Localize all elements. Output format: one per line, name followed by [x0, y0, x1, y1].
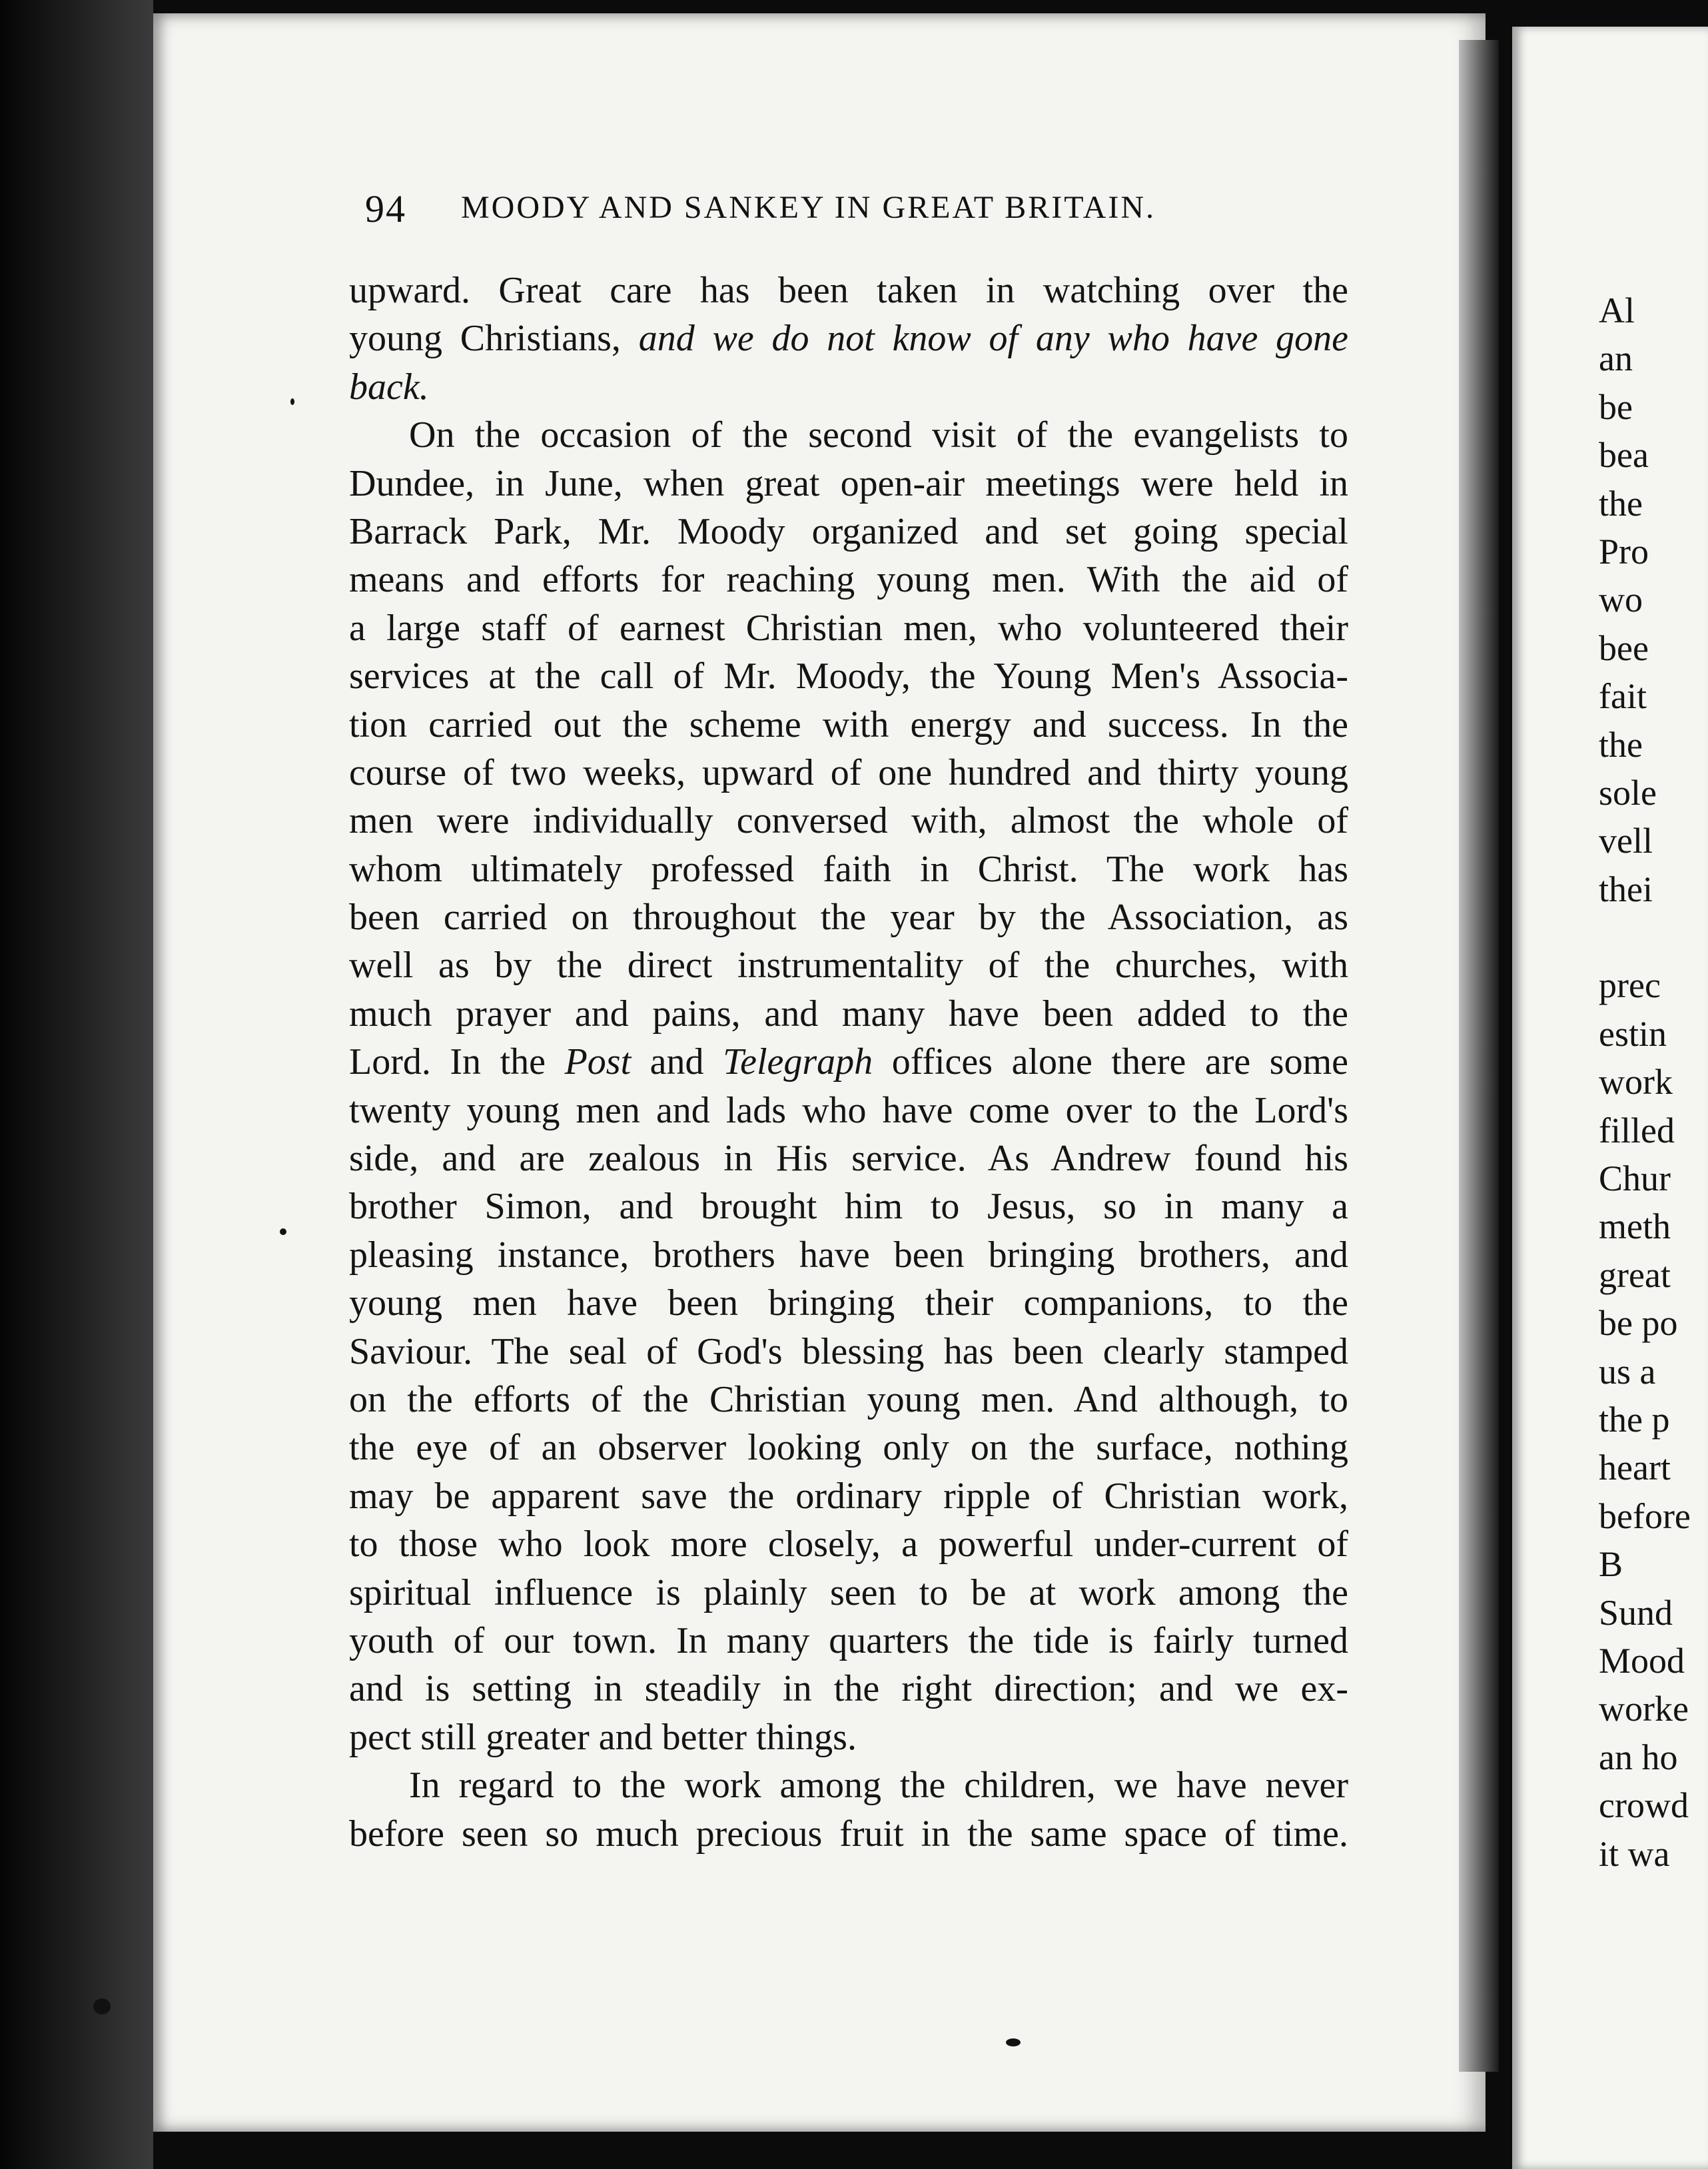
- paragraph-3: [349, 1761, 1348, 1858]
- text-line: and is setting in steadily in the right direction; and we ex-: [349, 1668, 1348, 1710]
- fragment-line: Pro: [1599, 531, 1649, 572]
- paragraph-2: [349, 411, 1348, 1761]
- text-line: Barrack Park, Mr. Moody organized and set going special: [349, 510, 1348, 552]
- fragment-line: Chur: [1599, 1158, 1671, 1199]
- running-title: MOODY AND SANKEY IN GREAT BRITAIN.: [461, 190, 1156, 225]
- text-line: on the efforts of the Christian young men. And although, to: [349, 1378, 1348, 1420]
- text-line: the eye of an observer looking only on the surface, nothing: [349, 1427, 1348, 1469]
- text-line: a large staff of earnest Christian men, who volunteered their: [349, 607, 1348, 649]
- text-line: pect still greater and better things.: [349, 1716, 857, 1758]
- book-spine-shadow: [0, 0, 153, 2169]
- page-gutter: [1459, 40, 1499, 2072]
- paragraph-1: [349, 266, 1348, 411]
- fragment-line: Al: [1599, 290, 1635, 330]
- fragment-line: the: [1599, 483, 1643, 524]
- running-header: [365, 187, 1338, 240]
- fragment-line: B: [1599, 1544, 1623, 1585]
- fragment-line: Sund: [1599, 1592, 1673, 1633]
- fragment-line: it wa: [1599, 1833, 1670, 1874]
- fragment-line: an ho: [1599, 1737, 1678, 1777]
- text-line: young Christians, and we do not know of any who have gone: [349, 318, 1348, 360]
- text-line: Dundee, in June, when great open-air meetings were held in: [349, 462, 1348, 504]
- text-line: to those who look more closely, a powerful under-current of: [349, 1523, 1348, 1565]
- fragment-line: be po: [1599, 1303, 1678, 1344]
- text-line: upward. Great care has been taken in watching over the: [349, 270, 1348, 311]
- scan-speck: [93, 1998, 111, 2014]
- text-line: before seen so much precious fruit in the same space of time.: [349, 1813, 1348, 1855]
- fragment-line: fait: [1599, 676, 1647, 717]
- fragment-line: heart: [1599, 1448, 1671, 1488]
- fragment-line: Mood: [1599, 1640, 1685, 1681]
- text-line: Lord. In the Post and Telegraph offices alone there are some: [349, 1041, 1348, 1083]
- fragment-line: sole: [1599, 772, 1657, 813]
- text-line: brother Simon, and brought him to Jesus, so in many a: [349, 1186, 1348, 1228]
- fragment-line: the: [1599, 724, 1643, 765]
- fragment-line: bee: [1599, 628, 1649, 668]
- text-line: pleasing instance, brothers have been bringing brothers, and: [349, 1234, 1348, 1276]
- text-line: men were individually conversed with, almost the whole of: [349, 800, 1348, 842]
- fragment-line: crowd: [1599, 1785, 1689, 1826]
- scan-speck: [290, 398, 294, 405]
- fragment-line: wo: [1599, 580, 1643, 620]
- text-line: whom ultimately professed faith in Christ. The work has: [349, 848, 1348, 890]
- text-line: much prayer and pains, and many have been added to the: [349, 993, 1348, 1035]
- fragment-line: meth: [1599, 1206, 1671, 1247]
- page-body-text: [349, 266, 1348, 1858]
- right-page-text-fragments: [1599, 286, 1708, 1878]
- fragment-line: vell: [1599, 821, 1653, 861]
- text-line: tion carried out the scheme with energy and success. In the: [349, 703, 1348, 745]
- text-line: spiritual influence is plainly seen to be at work among the: [349, 1571, 1348, 1613]
- text-line: side, and are zealous in His service. As Andrew found his: [349, 1138, 1348, 1180]
- page-number: 94: [365, 187, 406, 230]
- fragment-line: before: [1599, 1496, 1691, 1536]
- text-line: been carried on throughout the year by the Association, as: [349, 897, 1348, 939]
- scan-speck: [280, 1228, 286, 1235]
- text-line: Saviour. The seal of God's blessing has been clearly stamped: [349, 1330, 1348, 1372]
- fragment-line: bea: [1599, 435, 1649, 476]
- text-line: may be apparent save the ordinary ripple of Christian work,: [349, 1475, 1348, 1517]
- fragment-line: us a: [1599, 1351, 1656, 1392]
- fragment-line: great: [1599, 1254, 1671, 1295]
- fragment-line: estin: [1599, 1013, 1667, 1054]
- text-line: means and efforts for reaching young men. With the aid of: [349, 559, 1348, 601]
- text-line: services at the call of Mr. Moody, the Young Men's Associa-: [349, 655, 1348, 697]
- fragment-line: prec: [1599, 965, 1661, 1006]
- fragment-line: worke: [1599, 1689, 1689, 1729]
- text-line: back.: [349, 366, 429, 408]
- fragment-line: an: [1599, 338, 1633, 379]
- text-line: In regard to the work among the children, we have never: [409, 1765, 1348, 1807]
- fragment-line: be: [1599, 386, 1633, 427]
- fragment-line: work: [1599, 1062, 1673, 1102]
- text-line: twenty young men and lads who have come over to the Lord's: [349, 1089, 1348, 1131]
- text-line: young men have been bringing their companions, to the: [349, 1282, 1348, 1324]
- text-line: On the occasion of the second visit of the evangelists to: [409, 414, 1348, 456]
- text-line: course of two weeks, upward of one hundred and thirty young: [349, 751, 1348, 793]
- fragment-line: the p: [1599, 1399, 1670, 1440]
- fragment-line: thei: [1599, 869, 1653, 909]
- fragment-line: filled: [1599, 1110, 1675, 1150]
- text-line: well as by the direct instrumentality of the churches, with: [349, 945, 1348, 987]
- text-line: youth of our town. In many quarters the tide is fairly turned: [349, 1619, 1348, 1661]
- scan-speck: [1006, 2038, 1021, 2046]
